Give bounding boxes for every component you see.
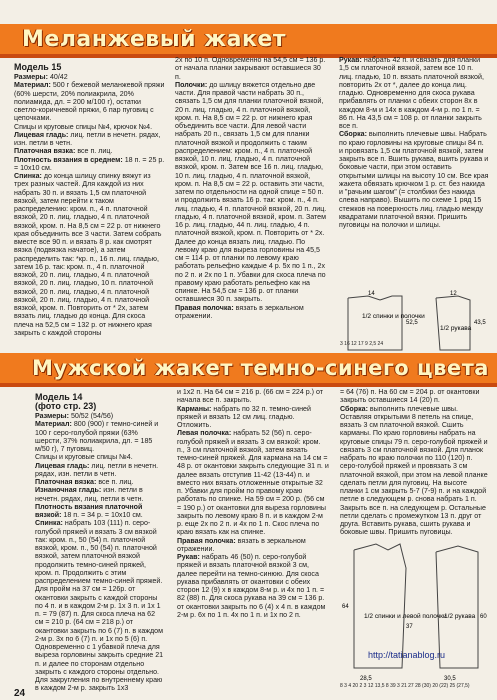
paragraph: Сборка: выполнить плечевые швы. Набрать по краю горловины на круговые спицы 84 п. и провязать 1,5 см платочной вязкой, затем закрыть все п. Вшить рукава, вшить рукава и боковые части, при этом оставить открытыми шлицы на высоту 10 см. Все края жакета обвязать крючком 1 р. ст. без накида и "рачьим шагом" (= столбики без накида слева направо). Вышить по схеме 1 ряд 15 стежков на поверхность лиц. гладью между квадратами платочной вязки. Пришить пуговицы на полочки и шлицы. [339,130,489,229]
text-column-1 [35,392,165,692]
diagram-label-back: 1/2 спинки и полочки [362,313,425,320]
dim-label: 27 [408,683,416,689]
paragraph: Изнаночная гладь: изн. петли в нечетн. рядах, лиц. петли в четн. [35,486,144,503]
dim-label: 13,5 [374,683,386,689]
paragraph: Материал: 500 г бежевой меланжевой пряжи (60% шерсти, 20% полиакрила, 20% полиамида, дл. = 200 м/100 г), остатки светло-коричневой пряжи, 6 пар пуговиц с цепочками. [14,81,165,123]
dim-label: 2 [359,683,364,689]
paragraph: Карманы: набрать по 32 п. темно-синей пряжей и вязать 12 см лиц. гладью. Отложить. [177,404,311,429]
text-column-2 [177,388,330,690]
paragraph: Левая полочка: набрать 52 (56) п. серо-голубой пряжей и вязать 3 см вязкой: кром. п., 3 см платочной вязкой, затем вязать темно-синей пряжей. Для кармана на 14 см = 48 р. от окантовки закрыть следующие 31 п. и далее вязать отступив 11-42 (13-44) п. и вместо них вязать отложенные открытые 32 п. Убавки для пройм по правому краю работать по спинке. На 59 см = 200 р. (56 см = 190 р.) от окантовки для выреза горловины закрыть по левому краю 8 п. и в каждом 2-м р. еще 2х по 2 п. и 4х по 1 п. Скос плеча по краю вязать как на спинке. [177,429,329,537]
diagram-label-sleeve: 1/2 рукава [440,325,472,332]
dim-label: 3 [397,683,402,689]
paragraph: Рукав: набрать 42 п. и связать для планки 1,5 см платочной вязкой, затем все 10 п. лиц. гладью, 10 п. вязать платочной вязкой, повторить 2х от *, далее до конца лиц. гладью. Одновременно для скоса рукава прибавлять от планки с обеих сторон 8х в каждом 8-м и 14х в каждом 4-м р. по 1 п. = 86 п. На 43,5 см = 108 р. от планки закрыть все п. [339,56,484,130]
paragraph: Плотность вязания в среднем: 18 п. = 25 р. = 10х10 см. [14,155,165,172]
dim-label: 3 [340,341,345,347]
dim-label: 2,5 [369,341,378,347]
paragraph: Спицы и круговые спицы №4, крючок №4. [14,122,153,131]
column-body [340,388,490,536]
dim-label: 39 [390,683,398,689]
column-body [177,388,330,619]
dim-label: 9 [365,341,370,347]
paragraph: Лицевая гладь: лиц. петли в нечетн. рядах, изн. петли в четн. [35,461,159,478]
column-body [175,56,327,320]
column-body [14,73,166,337]
dim-label: 28,5 [360,676,372,682]
watermark-link[interactable]: http://tatianablog.ru [368,650,446,660]
paragraph: Платочная вязка: все п. лиц. [14,147,113,156]
paragraph: и 1х2 п. На 64 см = 216 р. (66 см = 224 р.) от начала все п. закрыть. [177,388,324,405]
paragraph: Размеры: 40/42 [14,73,68,81]
text-column-1 [14,62,166,352]
paragraph: Правая полочка: вязать в зеркальном отражении. [177,536,306,553]
model-label: Модель 15 [14,62,62,72]
title-banner-bottom [0,353,497,383]
diagram-dimensions [340,342,490,347]
text-column-3 [339,56,489,286]
paragraph: Спицы и круговые спицы №4. [35,453,133,462]
dim-label: 16 [344,341,352,347]
paragraph: Правая полочка: вязать в зеркальном отражении. [175,303,304,320]
dim-label: 24 [377,341,384,347]
paragraph: Платочная вязка: все п. лиц. [35,478,134,486]
title-banner-top [0,24,497,54]
paragraph: Спинка: до конца шлицу спинку вяжут из трех разных частей. Для каждой из них набрать 30 п. и вязать 1,5 см платочной вязкой, затем перейти к таком распределению: кром. п., 4 п. платочной вязкой, 20 п. лиц. гладью, 4 п. платочной вязкой, кром. п. На 8,5 см = 22 р. от нижнего края объединить все 3 части. Затем собрать вместе все 90 п. и вязать 8 р. как смотрят вязка (подвязка начатое), а затем распределить так: *кр. п., 16 п. лиц. гладью, затем 16 р. так: кром. п., 4 п. платочной вязкой, 20 п. лиц. гладью, 4 п. платочной вязкой, 20 п. лиц. гладью, 10 п. платочной вязкой, 20 п. лиц. гладью, 4 п. платочной вязкой, 20 п. лиц. гладью, 4 п. платочной вязкой, кром. п. Повторить от * 2х, затем вязать лиц. гладью до конца. Для скоса плеча на 52,5 см = 132 р. от нижнего края закрыть с каждой стороны [14,172,162,337]
column-body [339,56,489,229]
dim-label: 3 [344,683,349,689]
dim-label: 37 [406,624,413,630]
paragraph: Материал: 800 (900) г темно-синей и 100 г серо-голубой пряжи (63% шерсти, 37% полиакрила, дл. = 185 м/50 г), 7 пуговиц. [35,420,159,453]
dim-label: 20 [352,683,360,689]
diagram-label-sleeve: 1/2 рукава [444,613,476,620]
text-column-3 [340,388,490,536]
model-photo-ref: (фото стр. 23) [35,401,97,411]
paragraph: Рукав: набрать 46 (50) п. серо-голубой пряжей и вязать платочной вязкой 3 см, далее перейти на темно-синюю. Для скоса рукава прибавлять от окантовки с обеих сторон 12 (9) х в каждом 8-м р. и 4х по 1 п. = 82 (88) п. Для скоса рукава на 39 см = 136 р. от окантовки закрыть по 6 (4) х 4 п. в каждом 2-м р. 6х по 1 п. 4х по 1 п. и 1х по 2 п. [177,553,326,619]
dim-label: 12 [450,291,457,297]
article-title: Мужской жакет темно-синего цвета [32,356,489,380]
dim-label: 8 [340,683,345,689]
dim-label: 4 [348,683,353,689]
dim-label: 12 [367,683,375,689]
dim-label: 12 [351,341,359,347]
dim-label: 64 [342,604,349,610]
paragraph: Плотность вязания платочной вязкой: 18 п. = 34 р. = 10х10 см. [35,502,143,519]
paragraph: = 64 (76) п. На 60 см = 204 р. от окантовки закрыть оставшиеся 14 (20) п. [340,388,480,405]
page-number: 24 [14,688,26,699]
paragraph: Размеры: 50/52 (54/56) [35,412,114,420]
dim-label: 30,5 [444,676,456,682]
dim-label: 60 [480,614,487,620]
text-column-2 [175,56,327,352]
paragraph: Полочки: до шлицу вяжется отдельно две части. Для правой части набрать 30 п., связать 1,5 см для планки платочной вязкой, 20 п. лиц. гладью, 4 п. платочной вязкой, кром. п. На 8,5 см = 22 р. от нижнего края объединить все части. Для левой части набрать 20 п., связать 1,5 см для планки платочной вязкой и продолжить с таким распределением: кром. п., 4 п. платочной вязкой, 10 п. лиц. гладью, 4 п. платочной вязкой, кром. п. Затем все 16 п. лиц. гладью, 10 п. лиц. гладью, 4 п. платочной вязкой, кром. п. На 8,5 см = 22 р. оставить эти части, затем по отдельности на одной спице = 50 п. и продолжить вязать 16 р. так: кром. п., 4 п. лиц. гладью, 4 п. платочной вязкой, 20 п. лиц. гладью, 4 п. платочной вязкой, кром. п. Затем 16 р. лиц. гладью, 44 п. лиц. гладью, 4 п. платочной вязкой, кром. п. Повторить от * 2х. Далее до конца вязать лиц. гладью. По левому краю для выреза горловины на 45,5 см = 114 р. от планки по левому краю работать рельефно каждые 4 р. 5х по 1 п., 2х по 2 п. и 2х по 1 п. Убавки для скоса плеча по правому краю работать рельефно как на спинке. На 54,5 см = 136 р. от планки оставшиеся 30 п. закрыть. [175,80,327,304]
pattern-diagram-bottom [340,538,490,686]
model-label: Модель 14 [35,392,83,402]
divider [0,383,497,387]
paragraph: Лицевая гладь: лиц. петли в нечетн. рядах, изн. петли в четн. [14,130,161,147]
column-body [35,412,165,692]
diagram-label-back: 1/2 спинки и левой полочки [364,613,447,620]
dim-label: 52,5 [406,320,418,326]
diagram-dimensions [340,684,490,689]
dim-label: 21 [401,683,409,689]
paragraph: Сборка: выполнить плечевые швы. Оставляя открытыми 8 петель на спице, вязать 3 см платочной вязкой. Сшить карманы. По краю горловины набрать на круговые спицы 79 п. серо-голубой пряжей и связать 3 см платочной вязкой. Для планок набрать по краю полочки по 110 (120) п. серо-голубой пряжей и провязать 3 см платочной вязкой, при этом на левой планке сделать петли для пуговиц. На высоте планки 1 см закрыть 5-7 (7-9) п. и на каждой петле в следующем р. снова набрать 1 п. Закрыть все п. на следующем р. Остальные петли сделать с промежутком 13 п. друг от друга. Вставить рукава, сшить рукава и боковые швы. Пришить пуговицы. [340,404,488,536]
dim-label: 43,5 [474,320,486,326]
dim-label: 28 (30) [415,683,433,689]
dim-label: 25 (27,5) [449,683,470,689]
paragraph: Спинка: набрать 103 (111) п. серо-голубой пряжей и вязать 3 см вязкой так: кром. п., 50 (54) п. платочной вязкой, кром. п., 50 (54) п. платочной вязкой, затем платочной вязкой продолжить темно-синей пряжей, кром. п. Продолжить с этим распределением темно-синей пряжей. Для пройм на 37 см = 126р. от окантовки закрыть с каждой стороны по 4 п. и в каждом 2-м р. 1х 3 п. и 1х 1 п. = 79 (87) п. Для скоса плеча на 62 см = 210 р. (64 см = 218 р.) от окантовки закрыть по 6 (7) п. в каждом 2-м р. 3х по 6 (7) п. и 1х по 5 (6) п. Одновременно с 1 убавкой плеча для выреза горловины закрыть средние 21 п. и далее по сторонам отдельно закрыть с каждого стороны отдельно. Для закругления по внутреннему краю в каждом 2-м р. закрыть 1х3 [35,519,164,692]
dim-label: 8 [385,683,391,689]
dim-label: 17 [358,341,366,347]
dim-label: 20 (22) [432,683,450,689]
dim-label: 14 [368,291,375,297]
article-title: Меланжевый жакет [22,27,287,52]
dim-label: 3 [363,683,368,689]
paragraph: 2х по 10 п. Одновременно на 54,5 см = 136 р. от начала планки закрывают оставшиеся 30 п. [175,56,326,81]
